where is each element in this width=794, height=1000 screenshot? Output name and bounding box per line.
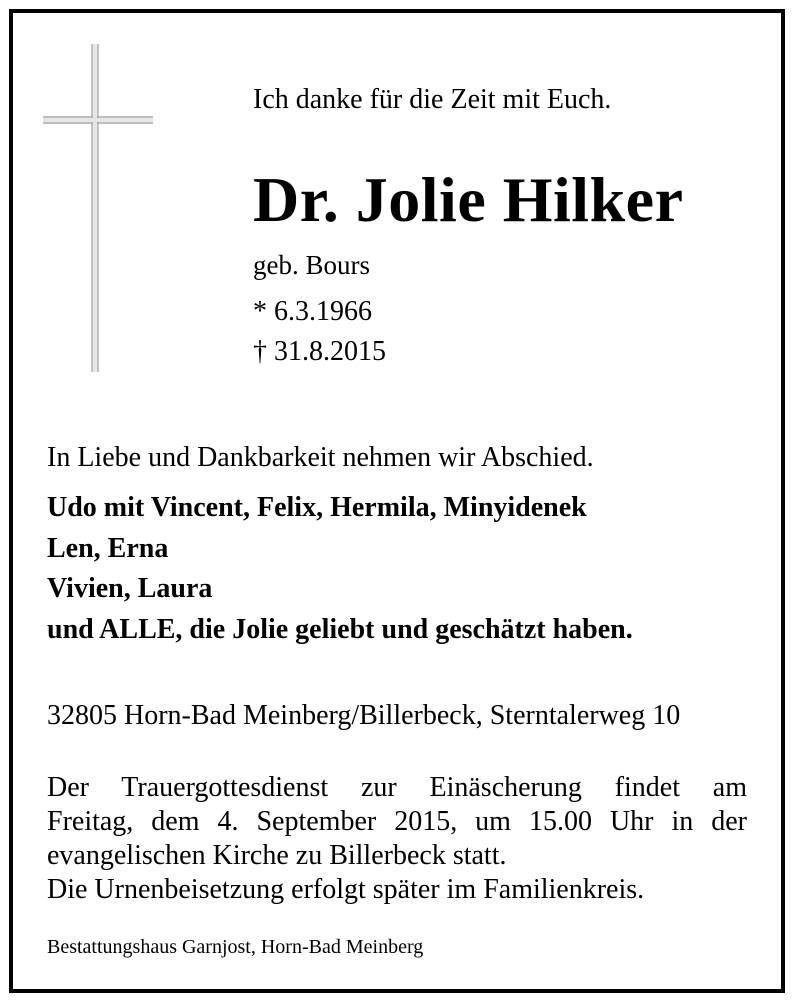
address: 32805 Horn-Bad Meinberg/Billerbeck, Sterntalerweg 10 — [47, 700, 681, 731]
birth-date: * 6.3.1966 — [253, 296, 372, 327]
service-line: Die Urnenbeisetzung erfolgt später im Familienkreis. — [47, 874, 645, 905]
cross-icon — [43, 44, 153, 372]
mourner-line: und ALLE, die Jolie geliebt und geschätzt haben. — [47, 614, 633, 645]
birth-name: geb. Bours — [253, 250, 370, 280]
service-line: evangelischen Kirche zu Billerbeck statt. — [47, 840, 507, 871]
mourner-line: Len, Erna — [47, 533, 169, 564]
service-line: Der Trauergottesdienst zur Einäscherung findet am — [47, 772, 747, 803]
mourner-line: Udo mit Vincent, Felix, Hermila, Minyidenek — [47, 492, 587, 523]
service-line: Freitag, dem 4. September 2015, um 15.00 Uhr in der — [47, 806, 747, 837]
motto: Ich danke für die Zeit mit Euch. — [253, 84, 612, 115]
death-date: † 31.8.2015 — [253, 336, 386, 367]
mourner-line: Vivien, Laura — [47, 573, 213, 604]
service-info — [47, 771, 747, 907]
funeral-home: Bestattungshaus Garnjost, Horn-Bad Meinberg — [47, 936, 424, 958]
deceased-name: Dr. Jolie Hilker — [253, 164, 684, 235]
farewell-text: In Liebe und Dankbarkeit nehmen wir Abschied. — [47, 442, 594, 473]
